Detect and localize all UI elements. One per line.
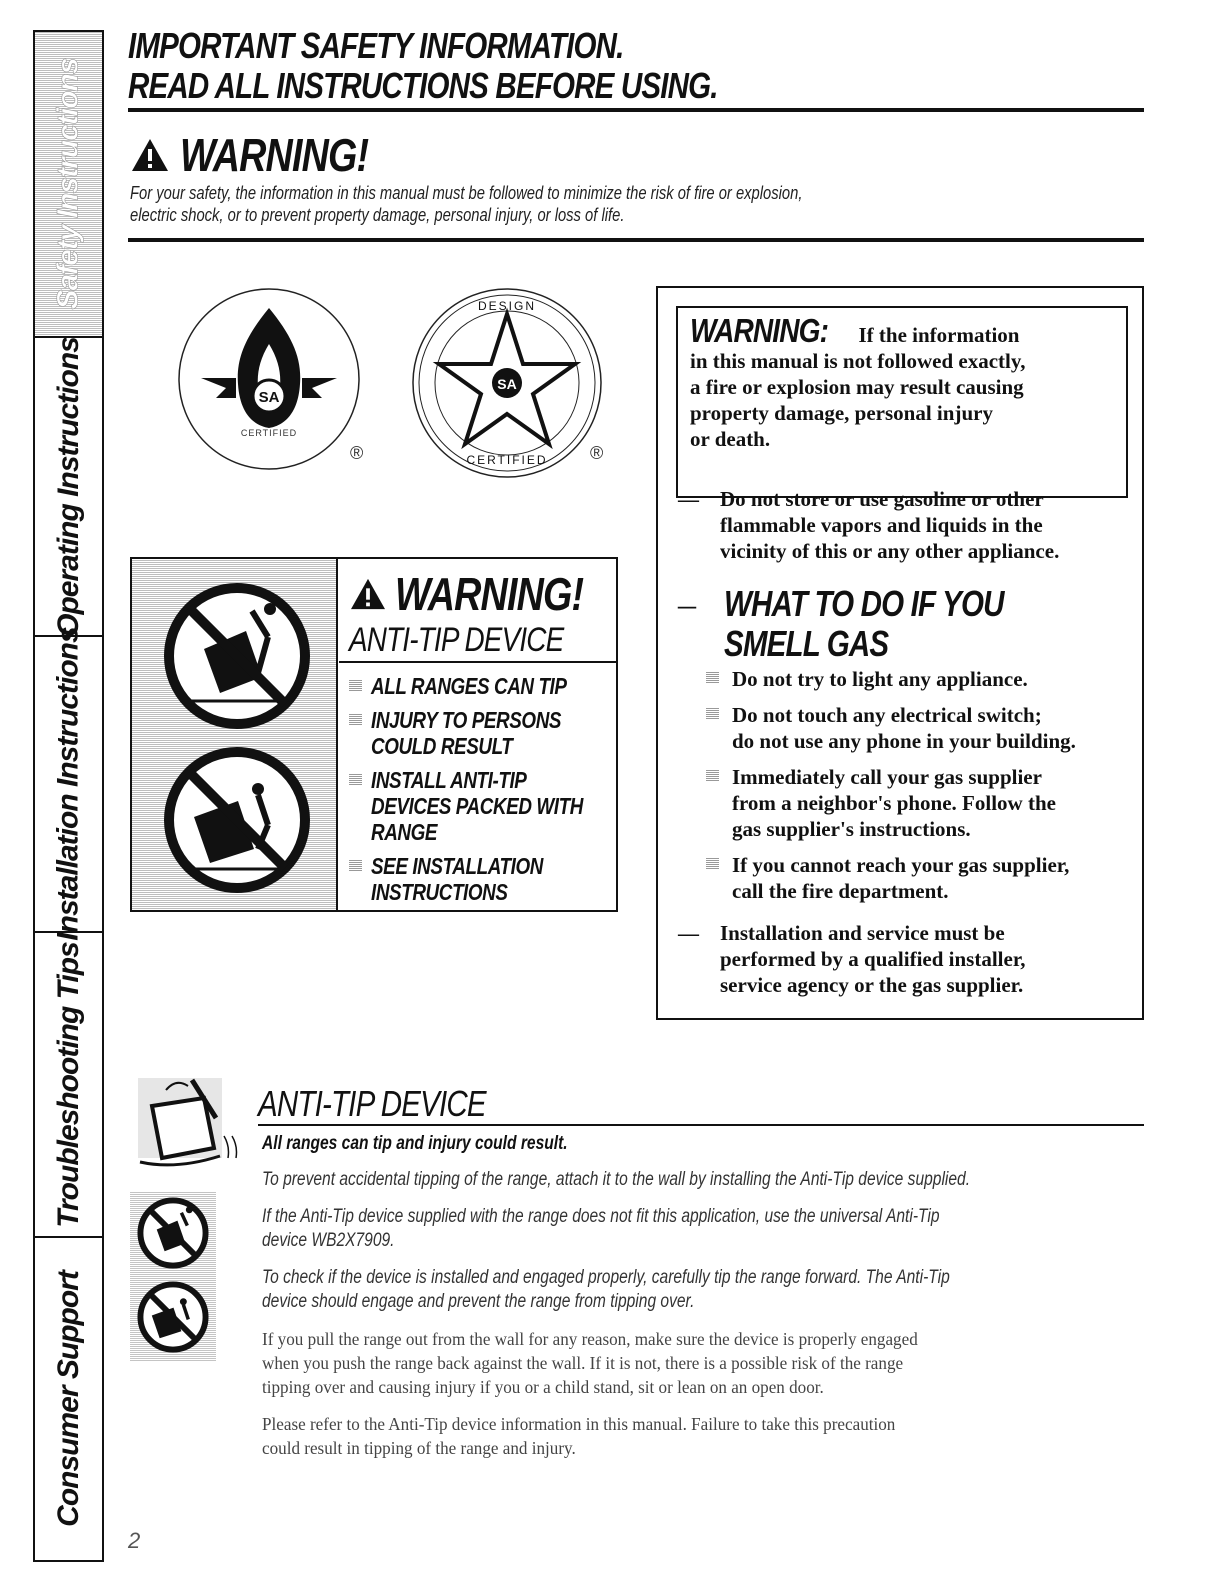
dash-item-line: performed by a qualified installer, — [720, 947, 1026, 971]
seal-emblem: SA — [258, 389, 280, 406]
dash-marker: – — [678, 584, 695, 624]
tab-consumer-support[interactable] — [35, 1238, 102, 1560]
list-item-line: DEVICES PACKED WITH — [371, 793, 583, 819]
warning-triangle-icon — [130, 137, 170, 173]
paragraph — [262, 1412, 1142, 1460]
registered-mark: ® — [350, 443, 364, 463]
no-tip-child-icon — [162, 745, 312, 895]
anti-tip-warning-content — [339, 559, 616, 910]
seal-caption: CERTIFIED — [240, 428, 298, 438]
smell-gas-heading-line: SMELL GAS — [724, 623, 889, 664]
dash-item-line: service agency or the gas supplier. — [720, 973, 1024, 997]
title-line-1: IMPORTANT SAFETY INFORMATION. — [128, 25, 624, 66]
tab-safety-instructions[interactable] — [35, 32, 102, 338]
anti-tip-heading-text: WARNING! — [395, 568, 584, 620]
dash-item-line: Installation and service must be — [720, 921, 1005, 945]
paragraph-line: when you push the range back against the wall. If it is not, there is a possible risk of the range — [262, 1353, 904, 1373]
dash-item-line: flammable vapors and liquids in the — [720, 513, 1043, 537]
tab-label: Operating Instructions — [51, 336, 85, 637]
list-item — [349, 673, 612, 699]
list-item-line: do not use any phone in your building. — [732, 729, 1076, 753]
warning-rule — [128, 238, 1144, 242]
anti-tip-subheading-text: ANTI-TIP DEVICE — [349, 621, 564, 659]
paragraph — [262, 1327, 1142, 1399]
bullet-square-icon — [706, 857, 719, 870]
paragraph — [262, 1205, 1142, 1253]
gas-warning-line: If the information — [858, 323, 1020, 347]
gasoline-warning — [678, 486, 1122, 564]
warning-heading-text: WARNING! — [180, 129, 369, 181]
paragraph-line: If you pull the range out from the wall for any reason, make sure the device is properly engaged — [262, 1329, 918, 1349]
anti-tip-list — [349, 665, 612, 905]
dash-marker: — — [678, 921, 699, 945]
list-item-line: If you cannot reach your gas supplier, — [732, 853, 1070, 877]
gas-warning-box — [676, 306, 1128, 498]
warning-heading — [130, 128, 410, 182]
gas-warning-box-text — [690, 312, 1114, 452]
paragraph — [262, 1266, 1142, 1314]
tab-label: Troubleshooting Tips — [51, 941, 85, 1228]
list-item — [706, 702, 1140, 754]
dash-item-line: vicinity of this or any other appliance. — [720, 539, 1060, 563]
bullet-square-icon — [706, 707, 719, 720]
seal-bottom-text: CERTIFIED — [466, 453, 548, 467]
tab-label: Installation Instructions — [51, 627, 85, 941]
list-item-line: from a neighbor's phone. Follow the — [732, 791, 1056, 815]
anti-tip-divider — [339, 661, 616, 663]
section-tabs — [33, 30, 104, 1562]
dash-item-line: Do not store or use gasoline or other — [720, 487, 1044, 511]
warning-intro-line: electric shock, or to prevent property damage, personal injury, or loss of life. — [130, 205, 625, 225]
list-item-line: COULD RESULT — [371, 733, 513, 759]
header-rule — [128, 108, 1144, 112]
bullet-square-icon — [349, 859, 362, 872]
installation-service-note — [678, 920, 1122, 998]
paragraph — [262, 1168, 1142, 1192]
list-item-line: ALL RANGES CAN TIP — [371, 673, 567, 699]
page-number: 2 — [128, 1528, 141, 1553]
anti-tip-warning-heading — [349, 567, 625, 621]
bullet-square-icon — [349, 713, 362, 726]
no-tip-range-icon — [136, 1196, 210, 1270]
registered-mark: ® — [590, 443, 604, 463]
list-item — [349, 767, 612, 845]
gas-warning-box-heading: WARNING: — [690, 312, 829, 349]
list-item-line: call the fire department. — [732, 879, 949, 903]
anti-tip-device-rule — [258, 1124, 1144, 1126]
small-illustration-panel — [130, 1192, 216, 1362]
seal-top-text: DESIGN — [477, 299, 537, 313]
warning-triangle-icon — [349, 577, 387, 611]
dash-marker: — — [678, 487, 699, 511]
smell-gas-heading-line: WHAT TO DO IF YOU — [724, 583, 1004, 624]
anti-tip-device-heading — [258, 1083, 536, 1125]
tab-label: Consumer Support — [51, 1271, 85, 1527]
tab-operating-instructions[interactable] — [35, 338, 102, 637]
no-tip-range-icon — [162, 581, 312, 731]
page-title — [128, 26, 847, 106]
paragraph-line: To prevent accidental tipping of the range, attach it to the wall by installing the Anti-Tip device supplied. — [262, 1169, 971, 1190]
gas-warning-line: a fire or explosion may result causing — [690, 375, 1024, 399]
bullet-square-icon — [349, 773, 362, 786]
anti-tip-device-subheading — [262, 1133, 635, 1155]
list-item — [349, 707, 612, 759]
smell-gas-list — [706, 666, 1140, 914]
paragraph-line: To check if the device is installed and engaged properly, carefully tip the range forward. The Anti-Tip — [262, 1267, 950, 1288]
gas-warning-line: or death. — [690, 427, 771, 451]
no-tip-child-icon — [136, 1280, 210, 1354]
bullet-square-icon — [706, 769, 719, 782]
list-item-line: Do not touch any electrical switch; — [732, 703, 1042, 727]
gas-warning-line: in this manual is not followed exactly, — [690, 349, 1026, 373]
gas-warning-line: property damage, personal injury — [690, 401, 993, 425]
list-item — [706, 666, 1140, 692]
csa-certified-flame-seal — [176, 286, 362, 472]
anti-tip-device-heading-text: ANTI-TIP DEVICE — [258, 1083, 486, 1124]
anti-tip-device-body — [262, 1168, 1142, 1473]
bullet-square-icon — [706, 671, 719, 684]
paragraph-line: If the Anti-Tip device supplied with the range does not fit this application, use the universal Anti-Tip — [262, 1206, 940, 1227]
list-item-line: Immediately call your gas supplier — [732, 765, 1042, 789]
tab-installation-instructions[interactable] — [35, 627, 102, 941]
list-item-line: gas supplier's instructions. — [732, 817, 971, 841]
anti-tip-device-subheading-text: All ranges can tip and injury could result. — [262, 1133, 568, 1154]
tab-troubleshooting-tips[interactable] — [35, 933, 102, 1238]
gas-warning-panel — [656, 286, 1144, 1020]
list-item-line: Do not try to light any appliance. — [732, 667, 1028, 691]
list-item-line: INJURY TO PERSONS — [371, 707, 562, 733]
anti-tip-bracket-icon — [136, 1076, 240, 1168]
tab-label: Safety Instructions — [51, 58, 85, 310]
list-item — [706, 852, 1140, 904]
paragraph-line: could result in tipping of the range and injury. — [262, 1438, 576, 1458]
paragraph-line: device WB2X7909. — [262, 1230, 395, 1251]
warning-intro-line: For your safety, the information in this manual must be followed to minimize the risk of fire or explosion, — [130, 183, 803, 203]
list-item-line: SEE INSTALLATION — [371, 853, 543, 879]
list-item — [706, 764, 1140, 842]
paragraph-line: tipping over and causing injury if you or a child stand, sit or lean on an open door. — [262, 1377, 824, 1397]
smell-gas-heading — [678, 584, 1065, 664]
list-item-line: INSTRUCTIONS — [371, 879, 508, 905]
list-item — [349, 853, 612, 905]
anti-tip-warning-panel — [130, 557, 618, 912]
list-item-line: INSTALL ANTI-TIP — [371, 767, 527, 793]
anti-tip-subheading — [349, 621, 610, 660]
paragraph-line: device should engage and prevent the range from tipping over. — [262, 1291, 695, 1312]
warning-intro — [130, 182, 1110, 226]
paragraph-line: Please refer to the Anti-Tip device information in this manual. Failure to take this precaution — [262, 1414, 896, 1434]
design-certified-star-seal — [410, 286, 604, 480]
anti-tip-illustrations — [132, 559, 338, 910]
seal-emblem: SA — [497, 376, 517, 392]
bullet-square-icon — [349, 679, 362, 692]
list-item-line: RANGE — [371, 819, 438, 845]
title-line-2: READ ALL INSTRUCTIONS BEFORE USING. — [128, 65, 718, 106]
